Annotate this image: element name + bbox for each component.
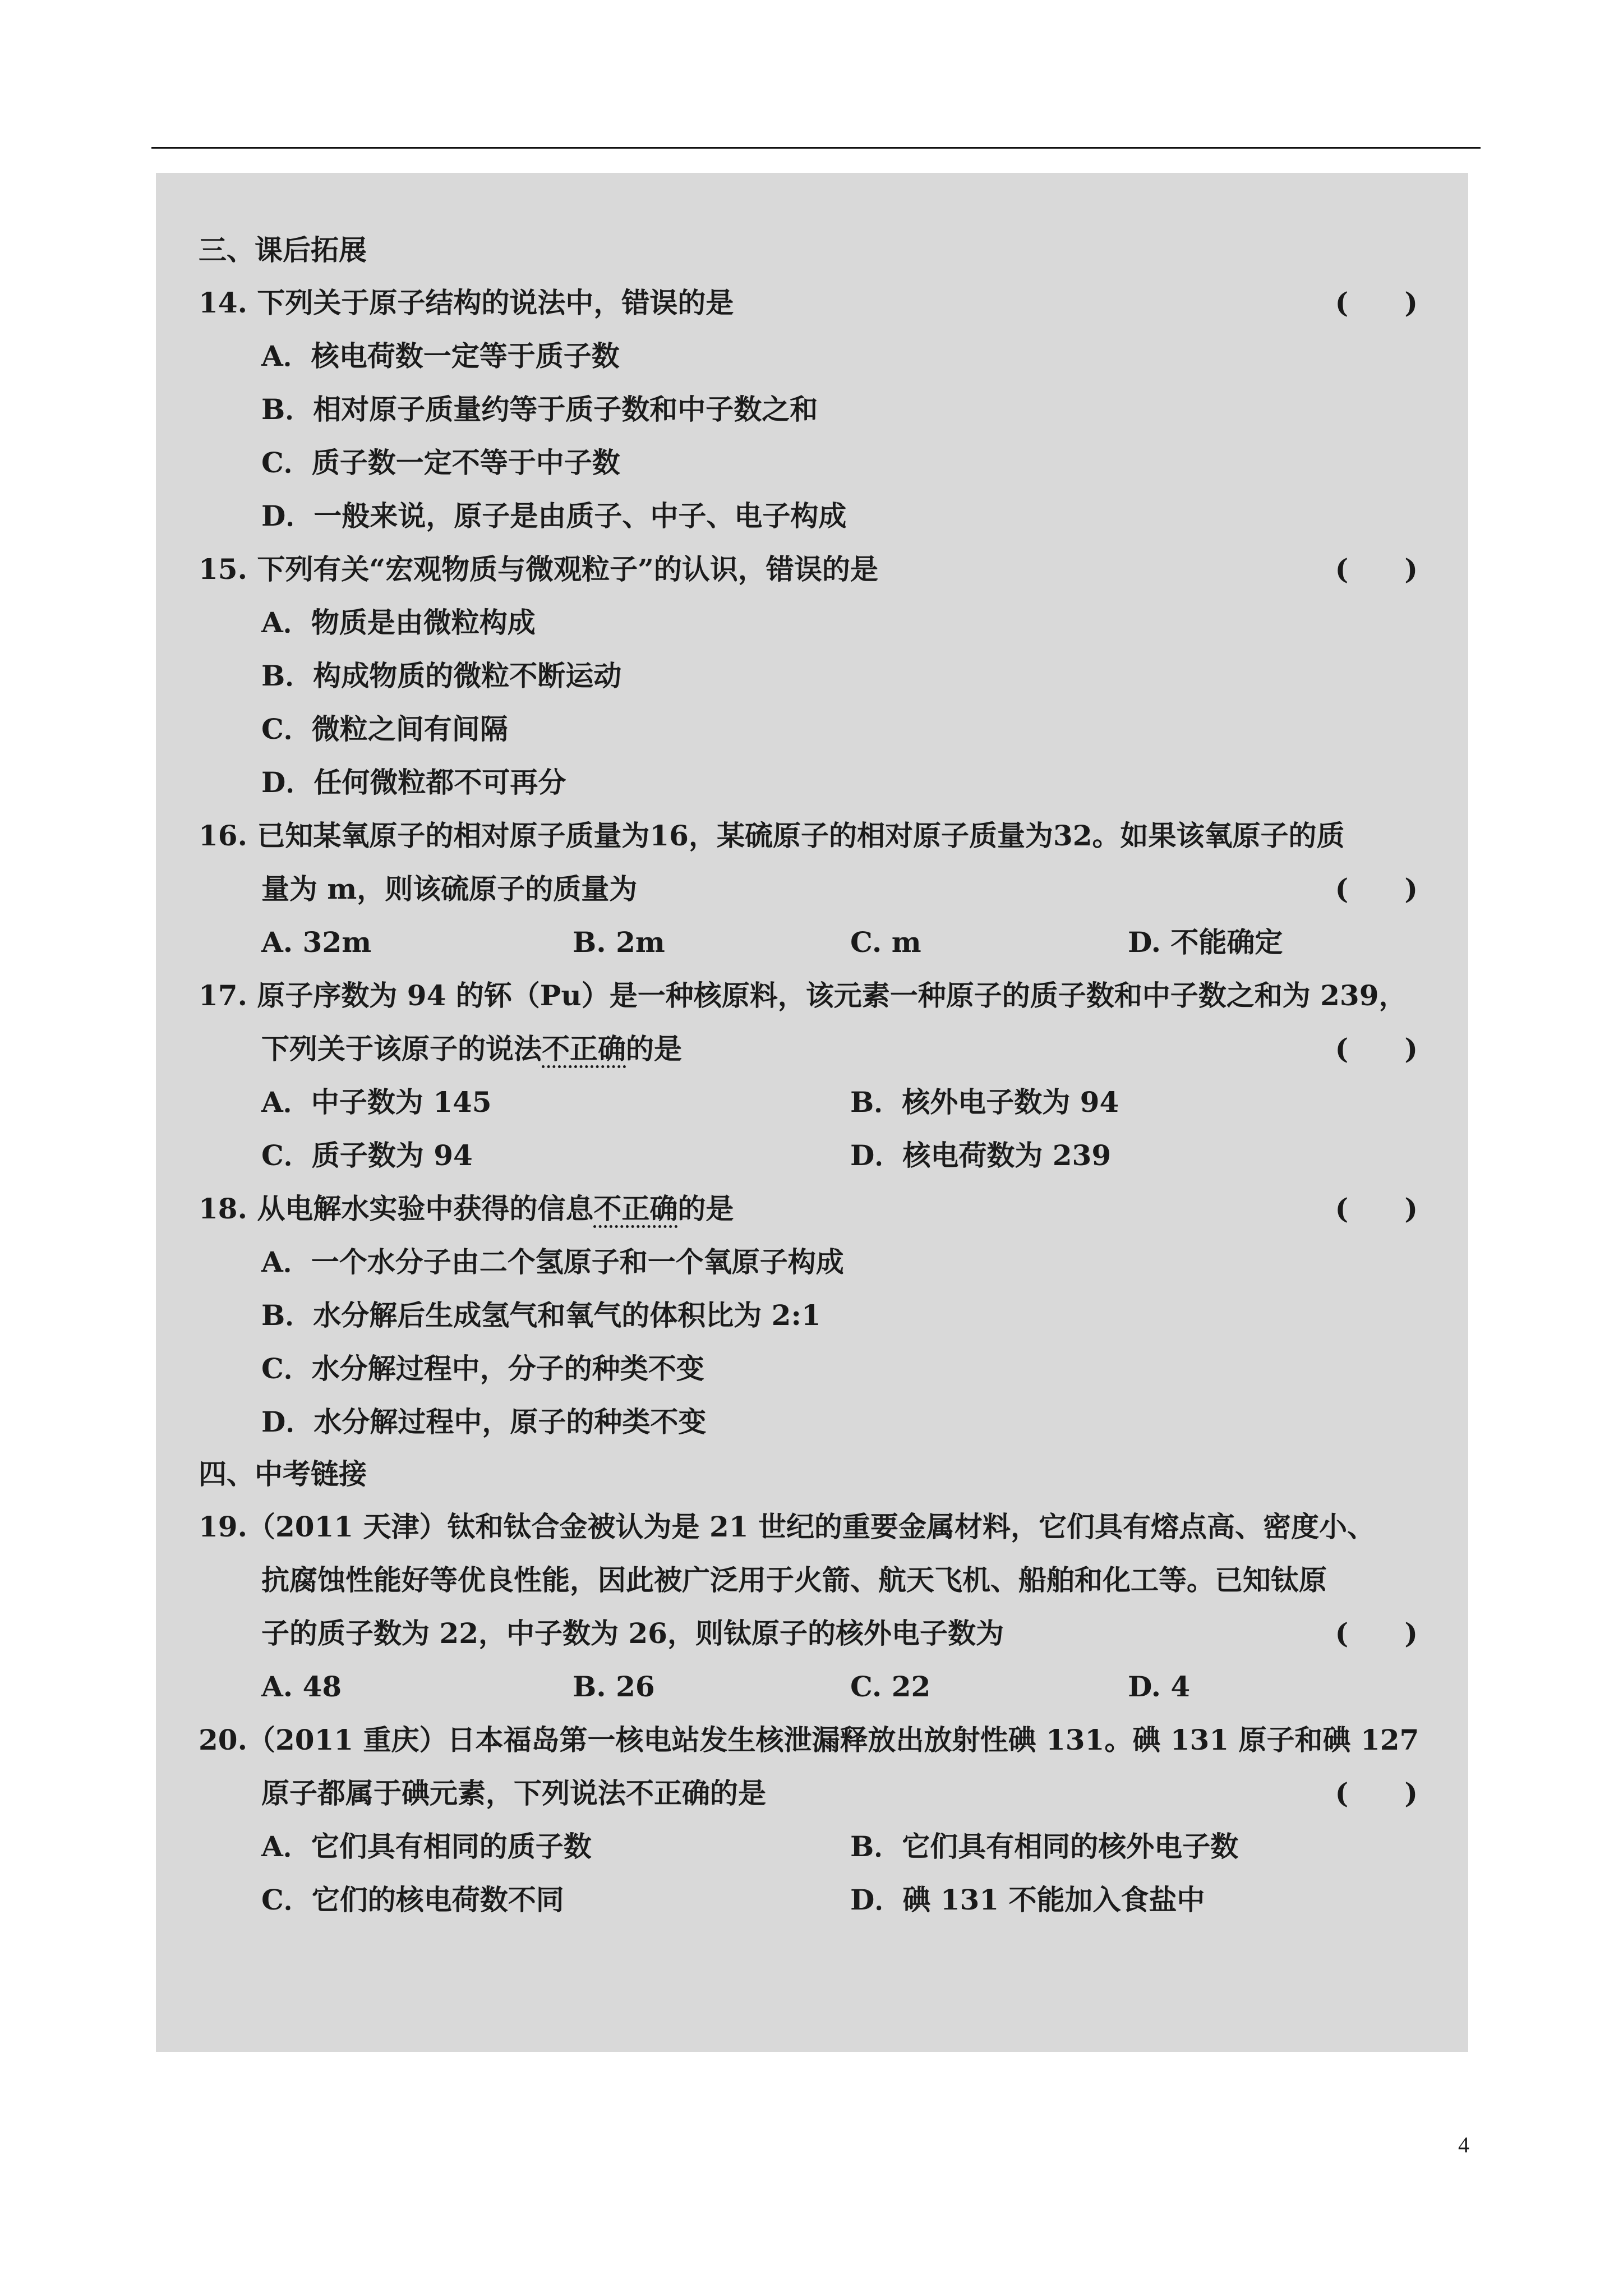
option-15-a: A．物质是由微粒构成 <box>261 606 536 639</box>
answer-bracket: ( ) <box>1335 1617 1418 1650</box>
option-16-b: B. 2m <box>573 926 665 959</box>
option-18-a: A．一个水分子由二个氢原子和一个氧原子构成 <box>261 1245 844 1278</box>
option-14-d: D．一般来说，原子是由质子、中子、电子构成 <box>261 499 847 532</box>
emphasis-not-correct: 不正确 <box>593 1192 678 1225</box>
option-20-b: B．它们具有相同的核外电子数 <box>850 1830 1239 1863</box>
question-14-stem: 14. 下列关于原子结构的说法中，错误的是 ( ) <box>199 276 1429 329</box>
options-17-row1 <box>199 1075 1429 1129</box>
option-14-c: C．质子数一定不等于中子数 <box>261 446 620 479</box>
option-14-b: B．相对原子质量约等于质子数和中子数之和 <box>261 393 818 426</box>
question-20-stem-cont: 原子都属于碘元素，下列说法不正确的是 ( ) <box>199 1766 1429 1820</box>
question-15-stem: 15. 下列有关“宏观物质与微观粒子”的认识，错误的是 ( ) <box>199 542 1429 596</box>
option-19-a: A. 48 <box>261 1670 342 1703</box>
option-20-a: A．它们具有相同的质子数 <box>261 1830 592 1863</box>
option-17-d: D．核电荷数为 239 <box>850 1139 1112 1172</box>
option-19-b: B. 26 <box>573 1670 655 1703</box>
option-18-b: B．水分解后生成氢气和氧气的体积比为 2:1 <box>261 1299 821 1332</box>
option-15-d: D．任何微粒都不可再分 <box>261 766 566 799</box>
scanned-worksheet <box>156 173 1468 2052</box>
option-17-c: C．质子数为 94 <box>261 1139 473 1172</box>
question-19-stem-cont: 抗腐蚀性能好等优良性能，因此被广泛用于火箭、航天飞机、船舶和化工等。已知钛原 <box>261 1563 1327 1596</box>
option-16-d: D. 不能确定 <box>1128 926 1283 959</box>
option-14-a: A．核电荷数一定等于质子数 <box>261 339 620 372</box>
question-19-stem-cont2: 子的质子数为 22，中子数为 26，则钛原子的核外电子数为 ( ) <box>199 1607 1429 1660</box>
answer-bracket: ( ) <box>1335 1777 1418 1810</box>
options-19 <box>199 1660 1429 1713</box>
option-20-d: D．碘 131 不能加入食盐中 <box>850 1883 1205 1916</box>
option-19-c: C. 22 <box>850 1670 931 1703</box>
question-17-stem: 17. 原子序数为 94 的钚（Pu）是一种核原料，该元素一种原子的质子数和中子数之和为 239， <box>199 979 1407 1012</box>
question-17-stem-cont: 下列关于该原子的说法不正确的是 ( ) <box>199 1022 1429 1075</box>
question-18-stem: 18. 从电解水实验中获得的信息不正确的是 ( ) <box>199 1182 1429 1235</box>
option-17-b: B．核外电子数为 94 <box>850 1085 1119 1119</box>
option-16-a: A. 32m <box>261 926 372 959</box>
section-title-extension: 三、课后拓展 <box>199 233 367 266</box>
options-17-row2 <box>199 1129 1429 1182</box>
answer-bracket: ( ) <box>1335 286 1418 319</box>
question-16-stem: 16. 已知某氧原子的相对原子质量为16，某硫原子的相对原子质量为32。如果该氧原子的质 <box>199 819 1345 852</box>
option-18-d: D．水分解过程中，原子的种类不变 <box>261 1405 707 1438</box>
answer-bracket: ( ) <box>1335 553 1418 586</box>
page-number: 4 <box>1458 2132 1469 2157</box>
answer-bracket: ( ) <box>1335 1032 1418 1065</box>
option-17-a: A．中子数为 145 <box>261 1085 492 1119</box>
options-16 <box>199 915 1429 969</box>
question-16-stem-cont: 量为 m，则该硫原子的质量为 ( ) <box>199 862 1429 915</box>
option-16-c: C. m <box>850 926 921 959</box>
emphasis-not-correct: 不正确 <box>542 1032 626 1065</box>
option-19-d: D. 4 <box>1128 1670 1191 1703</box>
options-20-row1 <box>199 1820 1429 1873</box>
header-rule <box>151 147 1481 149</box>
question-20-stem: 20.（2011 重庆）日本福岛第一核电站发生核泄漏释放出放射性碘 131。碘 131 原子和碘 127 <box>199 1723 1419 1756</box>
answer-bracket: ( ) <box>1335 1192 1418 1225</box>
answer-bracket: ( ) <box>1335 872 1418 905</box>
option-20-c: C．它们的核电荷数不同 <box>261 1883 564 1916</box>
option-15-c: C．微粒之间有间隔 <box>261 712 508 746</box>
option-18-c: C．水分解过程中，分子的种类不变 <box>261 1352 704 1385</box>
option-15-b: B．构成物质的微粒不断运动 <box>261 659 622 692</box>
options-20-row2 <box>199 1873 1429 1926</box>
section-title-exam-link: 四、中考链接 <box>199 1457 367 1490</box>
question-19-stem: 19.（2011 天津）钛和钛合金被认为是 21 世纪的重要金属材料，它们具有熔点高、密度小、 <box>199 1510 1375 1543</box>
